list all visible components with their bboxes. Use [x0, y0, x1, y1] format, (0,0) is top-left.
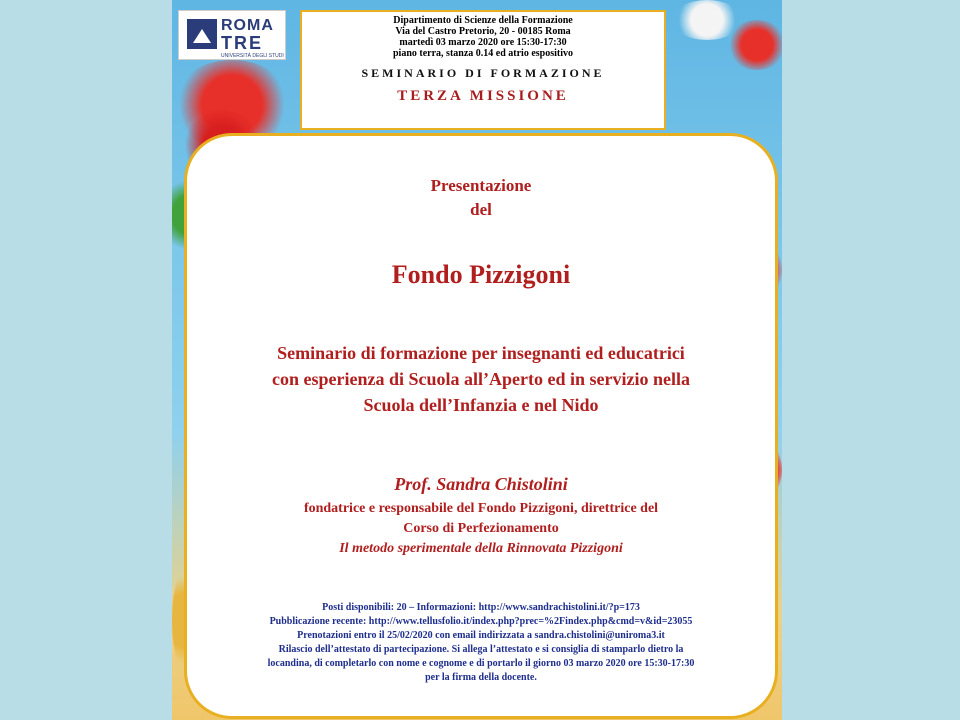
description-line-1: Seminario di formazione per insegnanti ed educatrici — [277, 343, 685, 363]
info-line-3: Prenotazioni entro il 25/02/2020 con email indirizzata a sandra.chistolini@uniroma3.it — [297, 630, 665, 641]
event-title: Fondo Pizzigoni — [391, 260, 571, 289]
info-line-6: per la firma della docente. — [425, 672, 537, 683]
logo-text-subtitle: UNIVERSITÀ DEGLI STUDI — [221, 53, 284, 59]
info-line-2: Pubblicazione recente: http://www.tellusfolio.it/index.php?prec=%2Findex.php&cmd=v&id=23055 — [269, 616, 693, 627]
decorative-shape — [672, 0, 742, 40]
role-line-1: fondatrice e responsabile del Fondo Pizzigoni, direttrice del — [303, 501, 659, 516]
role-line-2: Corso di Perfezionamento — [403, 521, 559, 536]
info-block — [187, 601, 775, 685]
university-emblem-icon — [187, 19, 217, 49]
course-name: Il metodo sperimentale della Rinnovata Pizzigoni — [339, 541, 623, 556]
speaker-name: Prof. Sandra Chistolini — [394, 474, 568, 494]
department-name: Dipartimento di Scienze della Formazione — [393, 15, 573, 26]
logo-text-roma: ROMA — [221, 17, 274, 34]
university-logo — [178, 10, 286, 60]
intro-line-1: Presentazione — [430, 176, 532, 195]
header-box — [300, 10, 666, 130]
event-date: martedì 03 marzo 2020 ore 15:30-17:30 — [399, 37, 567, 48]
main-card — [184, 133, 778, 719]
info-line-5: locandina, di completarlo con nome e cognome e di portarlo il giorno 03 marzo 2020 ore 15:30-17:30 — [267, 658, 695, 669]
address: Via del Castro Pretorio, 20 - 00185 Roma — [395, 26, 571, 37]
logo-text-tre: TRE — [221, 33, 263, 53]
info-line-4: Rilascio dell’attestato di partecipazione. Si allega l’attestato e si consiglia di stamparlo dietro la — [278, 644, 684, 655]
terza-missione-label: TERZA MISSIONE — [397, 88, 569, 104]
event-location: piano terra, stanza 0.14 ed atrio espositivo — [393, 48, 573, 59]
poster — [172, 0, 782, 720]
intro-text — [187, 174, 775, 222]
intro-line-2: del — [470, 200, 492, 219]
event-description — [187, 340, 775, 418]
description-line-2: con esperienza di Scuola all’Aperto ed in servizio nella — [272, 369, 690, 389]
description-line-3: Scuola dell’Infanzia e nel Nido — [363, 395, 599, 415]
seminar-label: SEMINARIO DI FORMAZIONE — [361, 66, 605, 80]
speaker-role — [187, 499, 775, 539]
info-line-1: Posti disponibili: 20 – Informazioni: http://www.sandrachistolini.it/?p=173 — [322, 602, 640, 613]
